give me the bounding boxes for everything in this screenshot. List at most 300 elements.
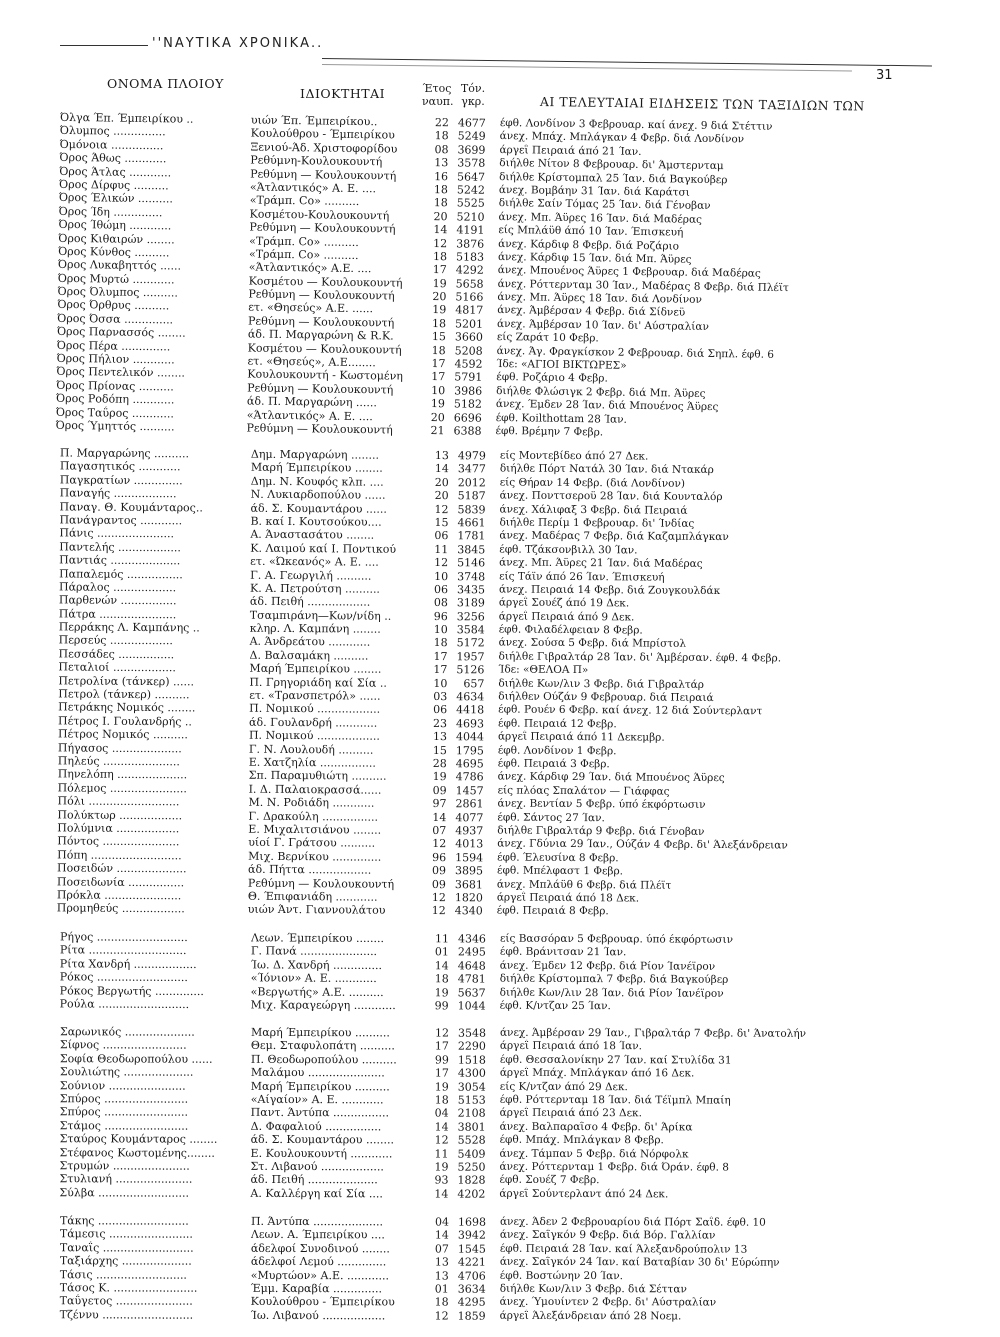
ship-name: Σουλιώτης ....................: [59, 1065, 194, 1080]
owner-name: άδ. Σ. Κουμαντάρου ......: [250, 501, 387, 516]
owner-name: Μαρή Έμπειρίκου ........: [249, 662, 382, 677]
voyage-news: έφθ. Μπέλφαστ 1 Φεβρ.: [497, 864, 624, 878]
voyage-news: άνεχ. Μπ. Άϋρες 21 Ίαν. διά Μαδέρας: [499, 556, 703, 571]
voyage-news: άνεχ. Τάμπαν 5 Φεβρ. διά Νόρφολκ: [499, 1147, 689, 1161]
ship-name: Όρος Κιθαιρών ........: [58, 231, 175, 246]
voyage-news: άνεχ. Μπουένος Άϋρες 1 Φεβρουαρ. διά Μαδέρας: [497, 264, 761, 280]
year-built: 08: [434, 142, 449, 157]
owner-name: «Άτλαντικός» Α. Ε. ....: [246, 408, 373, 423]
ship-name: Όμόνοια ...............: [59, 137, 164, 153]
year-built: 06: [433, 583, 449, 597]
voyage-news: άνεχ. Σαΐγκόν 24 Ίαν. καί Βαταβίαν 30 δι' Εύρώπην: [499, 1256, 780, 1270]
voyage-news: έφθ. Βοστώνην 20 Ίαν.: [499, 1269, 623, 1283]
owner-name: υίοί Γ. Γράτσου ..........: [248, 836, 376, 851]
ship-name: Πάραλος ..................: [58, 580, 177, 595]
owner-name: Δ. Βαλσαμάκη ..........: [249, 648, 369, 663]
ship-name: Πέτρος Νομικός ..........: [57, 727, 189, 742]
year-built: 10: [431, 383, 446, 398]
voyage-news: άνεχ. Άμβέρσαν 10 Ίαν. δι' Αύστραλίαν: [496, 317, 710, 333]
ship-name: Πεσσάδες ................: [58, 647, 175, 662]
year-built: 93: [434, 1174, 449, 1188]
voyage-news: έφθ. Ροζάριο 4 Φεβρ.: [496, 371, 608, 385]
year-built: 20: [434, 476, 449, 490]
ship-name: Ρίτα ............................: [59, 943, 187, 958]
voyage-news: άργεΐ Σούντερλαντ άπό 24 Δεκ.: [499, 1187, 669, 1201]
ship-name: Πέτρος Ι. Γουλανδρής ..: [58, 714, 192, 729]
voyage-news: έφθ. Θεσσαλονίκην 27 Ίαν. καί Στυλίδα 31: [499, 1053, 732, 1067]
owner-name: Π. Γρηγοριάδη καί Σία ..: [249, 675, 387, 690]
tonnage: 4817: [455, 303, 484, 318]
tonnage: 3986: [454, 384, 483, 398]
tonnage: 1594: [455, 851, 484, 865]
voyage-news: είς Μπλάϋθ άπό 10 Ίαν. Έπισκευή: [498, 224, 684, 239]
voyage-news: έφθ. Πειραιά 8 Φεβρ.: [496, 905, 609, 918]
year-built: 16: [434, 169, 449, 183]
voyage-news: άνεχ. Κάρδιφ 8 Φεβρ. διά Ροζάριο: [498, 237, 680, 253]
tonnage: 5409: [457, 1147, 486, 1161]
year-built: 14: [434, 1187, 449, 1201]
year-built: 13: [434, 1256, 449, 1270]
ship-name: Όρος Άτλας ............: [59, 164, 172, 179]
voyage-news: έφθ. Ρόττερνταμ 18 Ίαν. διά Τέϊμπλ Μπαίη: [499, 1094, 731, 1107]
ship-name: Σοφία Θεοδωροπούλου ......: [59, 1052, 213, 1066]
tonnage: 3895: [455, 864, 484, 878]
owner-name: Τσαμπιράνη—Κων/νίδη ..: [249, 608, 392, 623]
tonnage: 1781: [457, 529, 486, 544]
tonnage: 5839: [457, 503, 486, 517]
ship-name: Όρος Μυρτώ ............: [57, 271, 175, 287]
tonnage: 6388: [453, 424, 482, 438]
tonnage: 4979: [457, 449, 486, 463]
year-built: 97: [432, 797, 447, 811]
year-built: 19: [430, 397, 446, 411]
voyage-news: άνεχ. Σούσα 5 Φεβρ. διά Μπρίστολ: [498, 637, 687, 651]
ship-name: Πόλεμος ......................: [57, 781, 187, 796]
ship-name: Ποσειδών ....................: [57, 861, 187, 876]
tonnage: 657: [463, 677, 485, 691]
owner-name: Μιχ. Καραγεώργη ............: [250, 998, 396, 1013]
voyage-news: άνεχ. Ρόττερνταμ 1 Φεβρ. διά Όράν. έφθ. 8: [499, 1161, 729, 1174]
owner-name: Α. Άναστασάτου ........: [250, 528, 375, 543]
voyage-news: έφθ. Πειραιά 3 Φεβρ.: [497, 757, 610, 771]
year-built: 10: [433, 677, 448, 691]
tonnage: 5647: [457, 169, 486, 184]
year-built: 18: [431, 316, 447, 331]
col-year-built: Έτος ναυπ.: [422, 82, 454, 108]
voyage-news: έφθ. Λονδίνον 3 Φεβρουαρ. καί άνεχ. 9 διά Στέττιν: [499, 116, 773, 133]
owner-name: υιών Έπ. Έμπειρίκου..: [250, 113, 378, 129]
voyage-news: άνεχ. Άδεν 2 Φεβρουαρίου διά Πόρτ Σαΐδ. έφθ. 10: [499, 1216, 766, 1230]
voyage-news: διήλθε Κων/λιν 3 Φεβρ. διά Σέτταν: [499, 1283, 687, 1296]
owner-name: άδ. Πειθή ..................: [249, 595, 371, 610]
owner-name: Λεων. Α. Έμπειρίκου ....: [250, 1228, 385, 1243]
ship-name: Όρος Δίρφυς ..........: [58, 177, 169, 193]
table-row: [0, 1308, 1000, 1325]
tonnage: 1820: [454, 891, 483, 905]
ship-name: Παναγής ..................: [59, 486, 177, 501]
tonnage: 4786: [455, 770, 484, 785]
page-number: 31: [876, 68, 893, 83]
owner-name: Μιχ. Βερνίκου ..............: [248, 849, 382, 864]
tonnage: 4292: [455, 263, 484, 278]
owner-name: Κ. Α. Πετρούτση ..........: [249, 582, 381, 596]
tonnage: 5153: [457, 1093, 486, 1108]
owner-name: Μαρή Έμπειρίκου ..........: [250, 1026, 390, 1040]
owner-name: ετ. «Θησεύς», Α.Ε........: [247, 354, 376, 370]
voyage-news: διήλθε Πόρτ Νατάλ 30 Ίαν. διά Ντακάρ: [499, 463, 714, 477]
owner-name: Κοσμέτου — Κουλουκουντή: [247, 341, 402, 357]
ship-name: Όρος Λυκαβηττός ......: [57, 258, 182, 273]
ship-name: Τζέννυ ..........................: [59, 1308, 194, 1322]
voyage-news: έφθ. Πειραιά 12 Φεβρ.: [498, 717, 617, 731]
voyage-news: άνεχ. Κάρδιφ 15 Ίαν. διά Μπ. Άϋρες: [497, 250, 692, 266]
owner-name: Α. Καλλέργη καί Σία ....: [250, 1186, 383, 1201]
ship-name: Όρος Πεντελικόν ........: [56, 365, 186, 381]
tonnage: 3634: [457, 1283, 486, 1297]
owner-name: Σπ. Παραμυθιώτη ..........: [248, 769, 387, 784]
year-built: 12: [434, 1026, 449, 1040]
year-built: 20: [430, 410, 445, 424]
tonnage: 2108: [457, 1107, 486, 1121]
year-built: 18: [433, 183, 449, 197]
voyage-news: άνεχ. Μπ. Άϋρες 16 Ίαν. διά Μαδέρας: [498, 210, 703, 226]
owner-name: Ρεθύμνη-Κουλουκουντή: [250, 153, 383, 169]
tonnage: 5166: [455, 290, 484, 304]
year-built: 19: [434, 1160, 449, 1174]
voyage-news: άνεχ. Χάλιφαξ 3 Φεβρ. διά Πειραιά: [499, 503, 688, 517]
owner-name: Ίω. Δ. Χανδρή ..............: [250, 958, 383, 972]
voyage-news: διήλθε Κων/λιν 28 Ίαν. διά Ρίον Ίανέϊρον: [499, 986, 724, 1000]
voyage-news: άργεΐ Πειραιά άπό 11 Δεκεμβρ.: [497, 731, 665, 745]
ship-name: Πηνελόπη ....................: [57, 768, 188, 783]
year-built: 19: [432, 276, 447, 290]
ship-register: [0, 110, 1000, 1337]
owner-name: άδ. Π. Μαργαρώνη ......: [246, 394, 378, 410]
owner-name: Ρεθύμνη — Κουλουκουντή: [247, 876, 395, 891]
tonnage: 4648: [457, 959, 486, 973]
owner-name: «Τράμπ. Co» ..........: [248, 247, 359, 262]
voyage-news: άργεΐ Άλεξάνδρειαν άπό 28 Νοεμ.: [499, 1309, 682, 1323]
tonnage: 5249: [457, 129, 486, 144]
year-built: 13: [432, 730, 448, 744]
owner-name: Α. Άνδρεάτου ............: [249, 635, 371, 650]
owner-name: Ρεθύμνη — Κουλουκουντή: [247, 314, 395, 330]
voyage-news: διήλθε Γιβραλτάρ 28 Ίαν. δι' Άμβέρσαν. έφθ. 4 Φεβρ.: [498, 650, 782, 665]
voyage-news: άργεΐ Πειραιά άπό 23 Δεκ.: [499, 1107, 642, 1120]
year-built: 20: [433, 209, 448, 223]
owner-name: «Άτλαντικός» Α. Ε. ....: [249, 180, 377, 196]
col-latest-news: ΑΙ ΤΕΛΕΥΤΑΙΑΙ ΕΙΔΗΣΕΙΣ ΤΩΝ ΤΑΞΙΔΙΩΝ ΤΩΝ: [539, 94, 865, 114]
ship-name: Σταύρος Κουμάνταρος ........: [59, 1132, 218, 1147]
year-built: 18: [433, 636, 448, 650]
year-built: 21: [430, 424, 445, 438]
owner-name: Κουλουκουντή - Κωστομένη: [247, 367, 404, 384]
ship-name: Σπύρος ........................: [59, 1105, 189, 1120]
owner-name: Ε. Μιχαλιτσιάνου ........: [248, 823, 382, 837]
ship-name: Πήγασος ....................: [57, 741, 182, 756]
owner-name: Κουλούθρου - Έμπειρίκου: [250, 1295, 395, 1310]
year-built: 18: [434, 129, 449, 143]
ship-name: Ρήγος ..........................: [59, 930, 188, 945]
year-built: 12: [434, 502, 449, 517]
ship-name: Όρος Πρίονας ..........: [56, 378, 174, 394]
tonnage: 3876: [456, 236, 485, 251]
voyage-news: διήλθε Κων/λιν 3 Φεβρ. διά Γιβραλτάρ: [498, 677, 705, 691]
year-built: 09: [432, 784, 447, 798]
owner-name: Ρεθύμνη — Κουλουκουντή: [250, 167, 397, 183]
voyage-news: Ίδε: «ΘΕΛΟΑ Π»: [498, 664, 589, 677]
year-built: 20: [434, 489, 449, 503]
owner-name: Π. Άντύπα ....................: [250, 1215, 384, 1229]
owner-name: Μαλάμου ......................: [250, 1066, 385, 1080]
year-built: 11: [434, 543, 449, 557]
ship-name: Σπύρος ........................: [59, 1092, 189, 1107]
year-built: 11: [434, 1147, 449, 1161]
ship-name: Παντιάς ....................: [59, 553, 181, 568]
owner-name: άδ. Πειθή ....................: [250, 1173, 378, 1188]
voyage-news: άνεχ. Βομβάην 31 Ίαν. διά Καράτσι: [498, 183, 690, 199]
tonnage: 2012: [457, 476, 486, 490]
tonnage: 5250: [457, 1160, 486, 1174]
owner-name: Μαρή Έμπειρίκου ..........: [250, 1079, 390, 1094]
voyage-news: έφθ. Βράνιτσαν 21 Ίαν.: [499, 946, 627, 959]
ship-name: Ταναΐς ..........................: [59, 1241, 194, 1255]
tonnage: 5126: [456, 663, 485, 678]
tonnage: 3256: [456, 610, 485, 624]
voyage-news: διήλθε Γιβραλτάρ 9 Φεβρ. διά Γένοβαν: [497, 824, 705, 839]
owner-name: Παντ. Άντύπα ................: [250, 1106, 390, 1121]
ship-name: Τάμεσις ........................: [59, 1228, 193, 1242]
owner-name: Ρεθύμνη — Κουλουκουντή: [247, 381, 394, 397]
owner-name: άδ. Σ. Κουμαντάρου ........: [250, 1133, 394, 1147]
year-built: 28: [432, 757, 447, 771]
ship-name: Προμηθεύς ..................: [56, 902, 185, 916]
tonnage: 4661: [457, 516, 486, 530]
year-built: 10: [434, 569, 449, 584]
ship-name: Όρος Παρνασσός ........: [56, 325, 186, 340]
year-built: 11: [434, 932, 449, 946]
year-built: 14: [434, 462, 449, 476]
ship-name: Π. Μαργαρώνης ..........: [59, 446, 190, 461]
tonnage: 5183: [455, 250, 485, 264]
year-built: 06: [433, 703, 448, 717]
year-built: 15: [431, 330, 446, 344]
owner-name: Ε. Κουλουκουντή ............: [250, 1146, 393, 1161]
ship-name: Παπαλεμός ................: [59, 567, 183, 582]
voyage-news: είς Μοντεβίδεο άπό 27 Δεκ.: [499, 449, 649, 463]
tonnage: 5210: [456, 210, 485, 224]
tonnage: 5528: [457, 1134, 486, 1148]
tonnage: 1828: [457, 1174, 486, 1188]
tonnage: 5658: [455, 277, 484, 291]
magazine-title: ''ΝΑΥΤΙΚΑ ΧΡΟΝΙΚΑ..: [152, 36, 324, 51]
ship-name: Τάσις ..........................: [59, 1268, 187, 1282]
tonnage: 1457: [455, 784, 484, 798]
year-built: 14: [433, 223, 448, 237]
voyage-news: άνεχ. Άγ. Φραγκίσκον 2 Φεβρουαρ. διά Σηπλ. έφθ. 6: [496, 344, 775, 361]
ship-name: Στυλιανή ......................: [59, 1172, 193, 1187]
ship-name: Πετρολίνα (τάνκερ) ......: [58, 674, 195, 689]
owner-name: Κ. Λαιμού καί Ι. Ποντικού: [250, 541, 397, 556]
owner-name: άδ. Π. Μαργαρώνη & R.K.: [247, 327, 394, 343]
owner-name: υιών Άντ. Γιαννουλάτου: [247, 903, 386, 918]
tonnage: 5146: [457, 556, 486, 570]
ship-group: [0, 1214, 1000, 1325]
col-owners: ΙΔΙΟΚΤΗΤΑΙ: [300, 86, 386, 101]
tonnage: 4937: [455, 824, 484, 838]
ship-name: Πετρολ (τάνκερ) ..........: [58, 687, 190, 702]
owner-name: «Άτλαντικός» Α.Ε. ....: [248, 260, 372, 276]
voyage-news: άνεχ. Κάρδιφ 29 Ίαν. διά Μπουένος Άϋρες: [497, 771, 725, 785]
ship-name: Πετράκης Νομικός ........: [58, 701, 196, 716]
tonnage: 4295: [457, 1296, 486, 1310]
owner-name: «Μυρτώον» Α.Ε. ............: [250, 1268, 389, 1283]
year-built: 14: [432, 810, 447, 825]
year-built: 19: [432, 770, 447, 784]
voyage-news: έφθ. Φιλαδέλφειαν 8 Φεβρ.: [498, 623, 643, 637]
ship-name: Όρος Πήλιον ............: [56, 351, 175, 367]
ship-name: Ταξιάρχης ....................: [59, 1254, 192, 1269]
voyage-news: έφθ. Πειραιά 28 Ίαν. καί Άλεξανδρούπολιν 13: [499, 1242, 748, 1256]
voyage-news: έφθ. Σάντος 27 Ίαν.: [497, 811, 605, 825]
voyage-news: Ίδε: «ΑΓΙΟΙ ΒΙΚΤΩΡΕΣ»: [496, 357, 627, 372]
ship-name: Ρόκος ..........................: [59, 970, 188, 985]
year-built: 08: [433, 596, 448, 610]
voyage-news: διήλθε Περίμ 1 Φεβρουαρ. δι' Ίνδίας: [499, 516, 695, 531]
ship-name: Σαρωνικός ....................: [59, 1025, 195, 1040]
tonnage: 4191: [456, 223, 485, 237]
owner-name: «Αίγαίον» Α. Ε. ............: [250, 1093, 384, 1107]
owner-name: Λεων. Έμπειρίκου ........: [250, 931, 385, 946]
voyage-news: άνεχ. Έμδεν 12 Φεβρ. διά Ρίον Ίανέϊρον: [499, 959, 716, 973]
tonnage: 4677: [457, 116, 486, 130]
tonnage: 3681: [454, 878, 483, 892]
col-ship-name: ΟΝΟΜΑ ΠΛΟΙΟΥ: [107, 76, 224, 91]
ship-name: Στάμος ........................: [59, 1119, 189, 1133]
owner-name: Δ. Φαφαλιού ................: [250, 1120, 382, 1134]
tonnage: 3189: [456, 596, 485, 611]
owner-name: Θ. Έπιφανιάδη ............: [247, 890, 378, 904]
tonnage: 4221: [457, 1256, 486, 1270]
year-built: 09: [432, 864, 447, 878]
voyage-news: έφθ. Βρέμην 7 Φεβρ.: [495, 424, 604, 439]
year-built: 19: [434, 1080, 449, 1094]
owner-name: άδελφοί Λεμού ..............: [250, 1255, 387, 1269]
voyage-news: είς Θήραν 14 Φεβρ. (διά Λονδίνον): [499, 476, 685, 490]
tonnage: 3584: [456, 623, 485, 637]
owner-name: Θεμ. Σταφυλοπάτη ..........: [250, 1039, 395, 1054]
tonnage: 4300: [457, 1067, 486, 1081]
owner-name: Έμμ. Καραβία ..............: [250, 1282, 383, 1296]
owner-name: «Τράμπ. Co» ..........: [249, 234, 359, 249]
ship-name: Πόπη ..........................: [57, 848, 182, 863]
ship-name: Περράκης Λ. Καμπάνης ..: [58, 620, 200, 635]
voyage-news: έφθ. Κ/ντζαν 25 Ίαν.: [499, 999, 611, 1013]
owner-name: Γ. Ν. Λουλουδή ..........: [248, 742, 374, 757]
ship-name: Όρος Ροδόπη ............: [55, 392, 175, 407]
owner-name: «Ίόνιον» Α. Ε. ............: [250, 971, 377, 986]
voyage-news: έφθ. Λονδίνον 1 Φεβρ.: [497, 744, 617, 758]
voyage-news: άνεχ. Ύμουίντεν 2 Φεβρ. δι' Αύστραλίαν: [499, 1296, 717, 1310]
year-built: 06: [434, 529, 449, 543]
tonnage: 3578: [457, 156, 486, 170]
year-built: 13: [434, 156, 449, 170]
tonnage: 1859: [457, 1309, 486, 1323]
year-built: 17: [433, 650, 448, 664]
owner-name: Στ. Λιβανού ..................: [250, 1160, 384, 1174]
ship-name: Πολύμνια ..................: [57, 821, 180, 836]
ship-name: Όρος Έλικών ..........: [58, 191, 173, 206]
voyage-news: διήλθε Κρίστομπαλ 25 Ίαν. διά Βαγκούβερ: [499, 170, 728, 186]
ship-name: Πάνις ......................: [59, 527, 175, 541]
tonnage: 4592: [454, 357, 483, 371]
owner-name: Ρεθύμνη — Κουλουκουντή: [248, 287, 395, 303]
voyage-news: είς Ζαράτ 10 Φεβρ.: [496, 331, 599, 345]
ship-name: Παγασητικός ............: [59, 460, 181, 475]
year-built: 14: [434, 1229, 449, 1243]
owner-name: Δημ. Ν. Κουφός κλπ. ....: [250, 474, 384, 489]
tonnage: 4077: [455, 811, 484, 825]
tonnage: 4340: [454, 904, 483, 919]
owner-name: Β. καί Ι. Κουτσούκου....: [250, 515, 382, 529]
year-built: 03: [433, 690, 448, 704]
ship-name: Πανάγραντος ............: [59, 513, 183, 528]
ship-name: Όλυμπος ...............: [59, 124, 166, 139]
ship-name: Περσεύς ..................: [58, 634, 173, 649]
year-built: 09: [431, 877, 446, 891]
voyage-news: διήλθεν Ούζάν 9 Φεβρουαρ. διά Πειραιά: [498, 690, 714, 705]
owner-name: άδ. Πήττα ..................: [248, 863, 372, 878]
voyage-news: άνεχ. Έμδεν 28 Ίαν. διά Μπουένος Άϋρες: [495, 398, 719, 414]
voyage-news: διήλθε Φλώσιγκ 2 Φεβρ. διά Μπ. Άϋρες: [496, 384, 706, 400]
year-built: 17: [431, 370, 446, 384]
year-built: 20: [432, 290, 447, 304]
owner-name: Π. Νομικού ..................: [249, 702, 381, 717]
tonnage: 5201: [454, 317, 484, 331]
voyage-news: άνεχ. Μπλάϋθ 6 Φεβρ. διά Πλέϊτ: [496, 878, 672, 892]
owner-name: Κοσμέτου — Κουλουκουντή: [248, 274, 403, 290]
ship-name: Παναγ. Θ. Κουμάνταρος..: [59, 500, 203, 515]
owner-name: Ι. Δ. Παλαιοκρασσά......: [248, 782, 382, 797]
voyage-news: άνεχ. Μπάχ. Μπλάγκαν 4 Φεβρ. διά Λονδίνον: [499, 130, 745, 146]
year-built: 17: [432, 263, 447, 277]
voyage-news: είς Τάϊν άπό 26 Ίαν. Έπισκευή: [499, 570, 665, 584]
year-built: 10: [433, 623, 448, 637]
voyage-news: έφθ. Έλευσίνα 8 Φεβρ.: [497, 851, 619, 865]
ship-name: Ρόκος Βεργωτής ..............: [59, 983, 204, 998]
voyage-news: διήλθε Σαίν Τόμας 25 Ίαν. διά Γένοβαν: [498, 197, 711, 213]
ship-name: Παγκρατίων ..............: [59, 473, 183, 488]
tonnage: 2495: [457, 945, 486, 959]
owner-name: Ν. Λυκιαρδοπούλου ......: [250, 488, 386, 503]
ship-name: Παντελής ..................: [59, 540, 181, 555]
owner-name: Ίω. Λιβανού ..................: [250, 1309, 386, 1323]
year-built: 12: [434, 556, 449, 570]
tonnage: 5208: [454, 344, 483, 358]
tonnage: 1795: [455, 744, 484, 758]
ship-name: Όρος Όλυμπος ..........: [57, 284, 178, 300]
ship-name: Όρος Κύνθος ..........: [57, 244, 170, 260]
tonnage: 5182: [453, 397, 483, 411]
ship-group: [0, 110, 1000, 445]
voyage-news: είς Κ/ντζαν άπό 29 Δεκ.: [499, 1080, 628, 1094]
voyage-news: διήλθε Νίτον 8 Φεβρουαρ. δι' Άμστερνταμ: [499, 157, 724, 173]
ship-name: Πολύκτωρ ..................: [57, 808, 183, 823]
ship-name: Πηλεύς ......................: [57, 754, 180, 769]
ship-group: [0, 1025, 1000, 1203]
year-built: 18: [434, 972, 449, 986]
year-built: 12: [434, 1309, 449, 1323]
